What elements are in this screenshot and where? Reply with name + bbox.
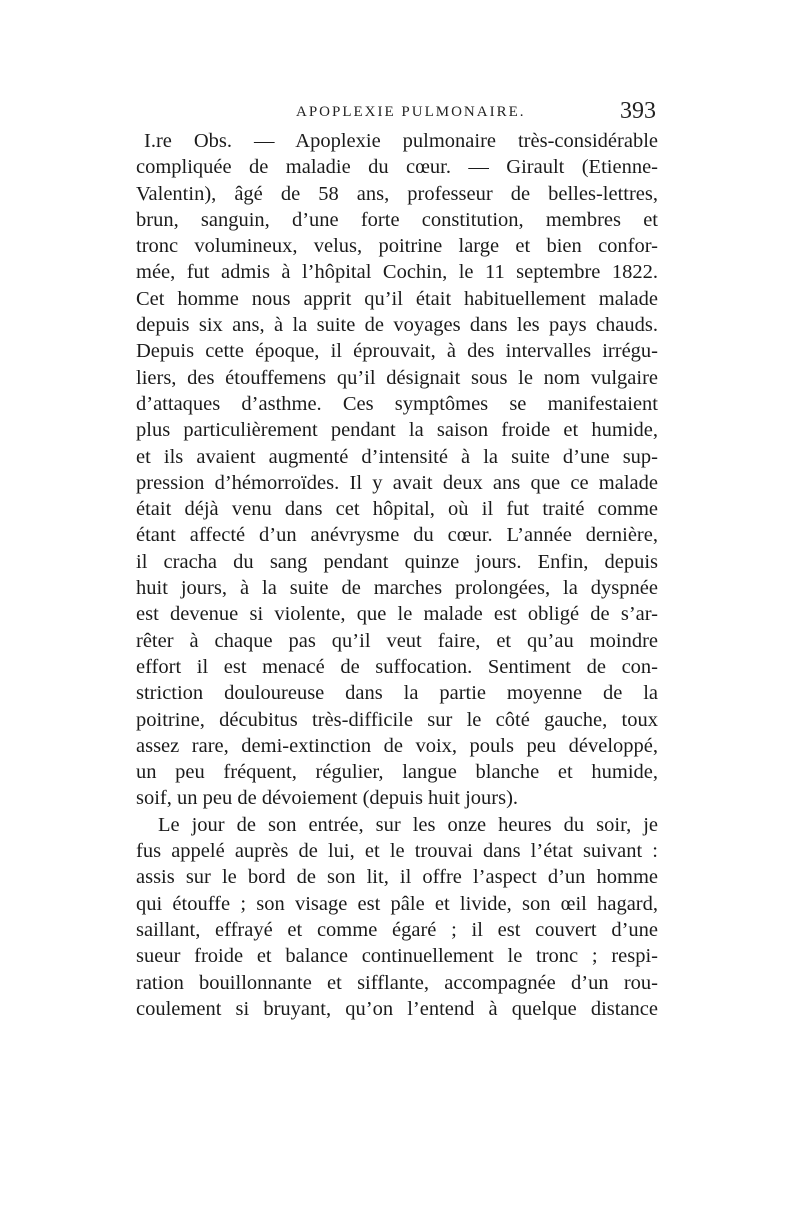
text-line: liers, des étouffemens qu’il désignait sous le nom vulgaire	[136, 366, 658, 389]
running-head	[136, 100, 656, 130]
text-line: rêter à chaque pas qu’il veut faire, et qu’au moindre	[136, 629, 658, 652]
text-line: Valentin), âgé de 58 ans, professeur de belles-lettres,	[136, 182, 658, 205]
text-line: qui étouffe ; son visage est pâle et livide, son œil hagard,	[136, 892, 658, 915]
text-line: sueur froide et balance continuellement le tronc ; respi-	[136, 945, 658, 968]
text-line: depuis six ans, à la suite de voyages dans les pays chauds.	[136, 314, 658, 337]
text-line: Cet homme nous apprit qu’il était habituellement malade	[136, 287, 658, 310]
text-line: ration bouillonnante et sifflante, accompagnée d’un rou-	[136, 971, 658, 994]
text-line: I.re Obs. — Apoplexie pulmonaire très-considérable	[144, 130, 658, 152]
text-line: il cracha du sang pendant quinze jours. Enfin, depuis	[136, 550, 658, 573]
text-line: saillant, effrayé et comme égaré ; il est couvert d’une	[136, 918, 658, 941]
text-line: pression d’hémorroïdes. Il y avait deux ans que ce malade	[136, 471, 658, 494]
text-line: assis sur le bord de son lit, il offre l’aspect d’un homme	[136, 866, 658, 889]
text-line: poitrine, décubitus très-difficile sur le côté gauche, toux	[136, 708, 658, 731]
page-number: 393	[620, 98, 656, 124]
text-line: et ils avaient augmenté d’intensité à la suite d’une sup-	[136, 445, 658, 468]
text-line: assez rare, demi-extinction de voix, pouls peu développé,	[136, 734, 658, 757]
text-line: plus particulièrement pendant la saison froide et humide,	[136, 419, 658, 442]
text-line: était déjà venu dans cet hôpital, où il fut traité comme	[136, 498, 658, 521]
running-title: APOPLEXIE PULMONAIRE.	[296, 104, 526, 120]
text-line: fus appelé auprès de lui, et le trouvai dans l’état suivant :	[136, 840, 658, 863]
text-line: coulement si bruyant, qu’on l’entend à quelque distance	[136, 997, 658, 1020]
text-line: Le jour de son entrée, sur les onze heures du soir, je	[158, 813, 658, 836]
text-line: mée, fut admis à l’hôpital Cochin, le 11 septembre 1822.	[136, 261, 658, 284]
text-line: huit jours, à la suite de marches prolongées, la dyspnée	[136, 577, 658, 600]
text-line: striction douloureuse dans la partie moyenne de la	[136, 682, 658, 705]
text-line: brun, sanguin, d’une forte constitution, membres et	[136, 208, 658, 231]
text-line: étant affecté d’un anévrysme du cœur. L’année dernière,	[136, 524, 658, 547]
text-line: effort il est menacé de suffocation. Sentiment de con-	[136, 655, 658, 678]
text-line: un peu fréquent, régulier, langue blanche et humide,	[136, 761, 658, 784]
text-line: est devenue si violente, que le malade est obligé de s’ar-	[136, 603, 658, 626]
body-text	[136, 128, 658, 1022]
text-line: d’attaques d’asthme. Ces symptômes se manifestaient	[136, 392, 658, 415]
text-line: Depuis cette époque, il éprouvait, à des intervalles irrégu-	[136, 340, 658, 363]
text-line: compliquée de maladie du cœur. — Girault (Etienne-	[136, 156, 658, 179]
text-line: soif, un peu de dévoiement (depuis huit jours).	[136, 787, 519, 810]
text-line: tronc volumineux, velus, poitrine large et bien confor-	[136, 235, 658, 258]
